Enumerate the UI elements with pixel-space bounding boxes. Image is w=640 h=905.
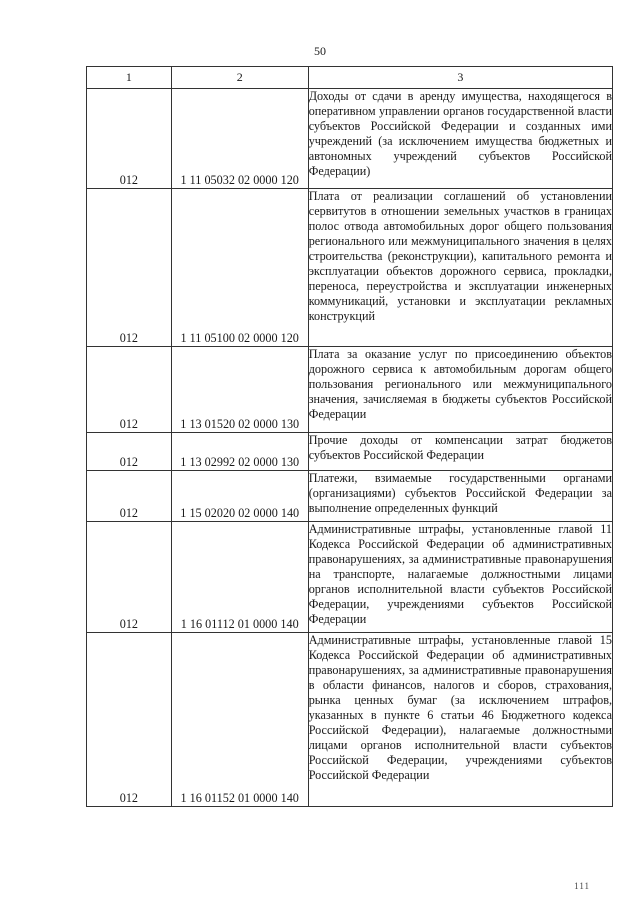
table-row — [87, 433, 613, 471]
budget-code-cell: 1 11 05032 02 0000 120 — [171, 89, 308, 189]
header-col-2: 2 — [171, 67, 308, 89]
header-col-1: 1 — [87, 67, 172, 89]
admin-code-cell: 012 — [87, 189, 172, 347]
description-cell: Плата за оказание услуг по присоединению объектов дорожного сервиса к автомобильным дорогам общего пользования регионального или межмуниципального значения, зачисляемая в бюджеты субъектов Российской Федерации — [308, 347, 612, 433]
table-header-row — [87, 67, 613, 89]
budget-code-cell: 1 13 01520 02 0000 130 — [171, 347, 308, 433]
footer-mark: 111 — [574, 881, 590, 891]
admin-code-cell: 012 — [87, 89, 172, 189]
admin-code-cell: 012 — [87, 633, 172, 807]
budget-code-cell: 1 16 01112 01 0000 140 — [171, 522, 308, 633]
admin-code-cell: 012 — [87, 433, 172, 471]
budget-classification-table — [86, 66, 613, 807]
table-row — [87, 522, 613, 633]
table-row — [87, 89, 613, 189]
table-row — [87, 471, 613, 522]
admin-code-cell: 012 — [87, 522, 172, 633]
description-cell: Плата от реализации соглашений об установлении сервитутов в отношении земельных участков в границах полос отвода автомобильных дорог общего пользования регионального или межмуниципального значения в целях строительства (реконструкции), капитального ремонта и эксплуатации объектов дорожного сервиса, прокладки, переноса, переустройства и эксплуатации инженерных коммуникаций, установки и эксплуатации рекламных конструкций — [308, 189, 612, 347]
page-number: 50 — [314, 44, 326, 58]
budget-code-cell: 1 13 02992 02 0000 130 — [171, 433, 308, 471]
description-cell: Административные штрафы, установленные главой 11 Кодекса Российской Федерации об административных правонарушениях, за административные правонарушения на транспорте, налагаемые должностными лицами органов исполнительной власти субъектов Российской Федерации, учреждениями субъектов Российской Федерации — [308, 522, 612, 633]
header-col-3: 3 — [308, 67, 612, 89]
description-cell: Прочие доходы от компенсации затрат бюджетов субъектов Российской Федерации — [308, 433, 612, 471]
budget-code-cell: 1 11 05100 02 0000 120 — [171, 189, 308, 347]
description-cell: Доходы от сдачи в аренду имущества, находящегося в оперативном управлении органов государственной власти субъектов Российской Федерации и созданных ими учреждений (за исключением имущества бюджетных и автономных учреждений субъектов Российской Федерации) — [308, 89, 612, 189]
admin-code-cell: 012 — [87, 471, 172, 522]
description-cell: Административные штрафы, установленные главой 15 Кодекса Российской Федерации об административных правонарушениях, за административные правонарушения в области финансов, налогов и сборов, страхования, рынка ценных бумаг (за исключением штрафов, указанных в пункте 6 статьи 46 Бюджетного кодекса Российской Федерации), налагаемые должностными лицами органов исполнительной власти субъектов Российской Федерации, учреждениями субъектов Российской Федерации — [308, 633, 612, 807]
budget-code-cell: 1 15 02020 02 0000 140 — [171, 471, 308, 522]
table-row — [87, 633, 613, 807]
budget-code-cell: 1 16 01152 01 0000 140 — [171, 633, 308, 807]
admin-code-cell: 012 — [87, 347, 172, 433]
table-row — [87, 189, 613, 347]
table-row — [87, 347, 613, 433]
description-cell: Платежи, взимаемые государственными органами (организациями) субъектов Российской Федерации за выполнение определенных функций — [308, 471, 612, 522]
